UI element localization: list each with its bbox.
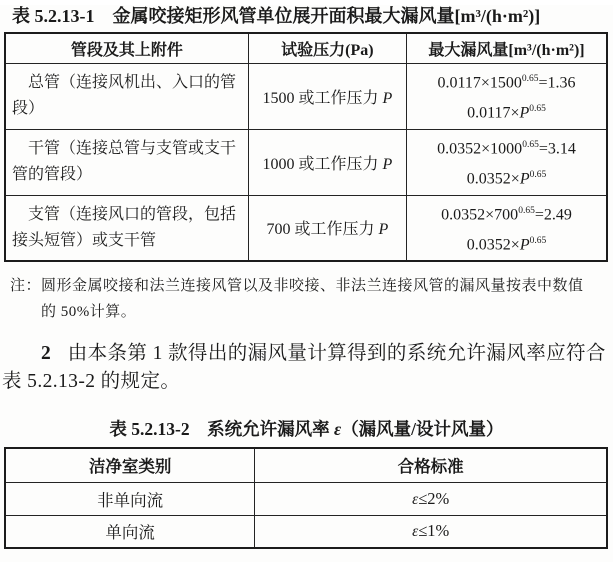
table1-note [10,273,607,325]
table1-max-leakage [4,32,608,262]
epsilon-variable: ε [412,490,419,508]
cell-segment [5,129,248,195]
table2-title-prefix: 表 5.2.13-2 系统允许漏风率 [109,419,334,440]
cell-criteria [255,515,607,548]
cell-segment [5,195,248,261]
cell-category: 非单向流 [5,482,255,515]
table1-title: 表 5.2.13-1 金属咬接矩形风管单位展开面积最大漏风量[m³/(h·m²)] [12,6,541,26]
formula-result: =3.14 [538,140,576,157]
formula-result: =2.49 [534,205,572,223]
formula-line-1 [411,66,602,96]
note-text: 圆形金属咬接和法兰连接风管以及非咬接、非法兰连接风管的漏风量按表中数值的 50%计算。 [41,278,584,321]
formula-line-2 [411,228,602,258]
pressure-text: 700 或工作压力 [266,221,379,239]
formula-base: 0.0117×1500 [437,74,522,91]
segment-text: 干管（连接总管与支管或支干管的管段） [12,140,237,183]
cell-pressure [248,129,406,195]
table2-header-criteria: 合格标准 [255,448,607,482]
formula-variable: P [519,170,530,188]
table1-header-row [5,33,607,63]
pressure-variable: P [378,221,389,239]
segment-text: 支管（连接风口的管段，包括接头短管）或支干管 [12,205,237,249]
table-row-non-unidirectional [5,482,607,515]
note-label: 注： [10,278,42,295]
table-row-trunk-duct [5,129,607,195]
epsilon-variable: ε [412,523,419,541]
cell-formula [407,195,607,261]
pressure-text: 1500 或工作压力 [262,89,383,107]
table-row-unidirectional [5,515,607,548]
formula-variable: P [519,236,530,254]
table-row-main-duct [5,63,607,129]
cell-segment [5,63,248,129]
formula-base: 0.0117× [467,104,520,122]
cell-formula [407,63,607,129]
formula-exponent: 0.65 [522,139,539,150]
pressure-variable: P [382,155,393,173]
table1-header-pressure: 试验压力(Pa) [248,33,406,63]
criteria-value: ≤1% [418,521,450,541]
formula-base: 0.0352×1000 [437,140,523,157]
formula-line-1 [411,132,602,162]
formula-exponent: 0.65 [521,73,539,84]
table2-header-row [5,448,607,482]
cell-formula [407,129,607,195]
formula-exponent: 0.65 [529,235,547,246]
cell-criteria [255,482,607,515]
cell-pressure [248,63,406,129]
cell-pressure [248,195,406,261]
formula-result: =1.36 [538,74,576,91]
segment-text: 总管（连接风机出、入口的管段） [12,74,237,117]
formula-line-2 [411,96,602,126]
table2-title-epsilon: ε [334,419,342,440]
document-page [0,5,613,562]
criteria-value: ≤2% [418,488,450,508]
table2-title-suffix: （漏风量/设计风量） [341,419,504,440]
pressure-variable: P [382,89,393,107]
formula-exponent: 0.65 [529,170,547,180]
formula-variable: P [519,104,530,122]
table1-header-leakage: 最大漏风量[m³/(h·m²)] [407,33,607,63]
table2-header-category: 洁净室类别 [5,448,255,482]
table1-header-segment: 管段及其上附件 [5,33,248,63]
clause-paragraph [2,340,611,396]
formula-base: 0.0352× [466,170,520,188]
formula-base: 0.0352×700 [441,205,519,223]
formula-exponent: 0.65 [518,205,535,216]
cell-category: 单向流 [5,515,255,548]
pressure-text: 1000 或工作压力 [262,155,383,173]
table2-leak-rate [4,447,608,549]
clause-number: 2 [41,343,52,365]
table-row-branch-duct [5,195,607,261]
formula-base: 0.0352× [466,236,520,254]
clause-text: 由本条第 1 款得出的漏风量计算得到的系统允许漏风率应符合表 5.2.13-2 的规定。 [2,343,606,393]
table2-title [0,418,613,440]
formula-line-2 [411,162,602,192]
formula-line-1 [411,198,602,228]
formula-exponent: 0.65 [529,104,546,114]
